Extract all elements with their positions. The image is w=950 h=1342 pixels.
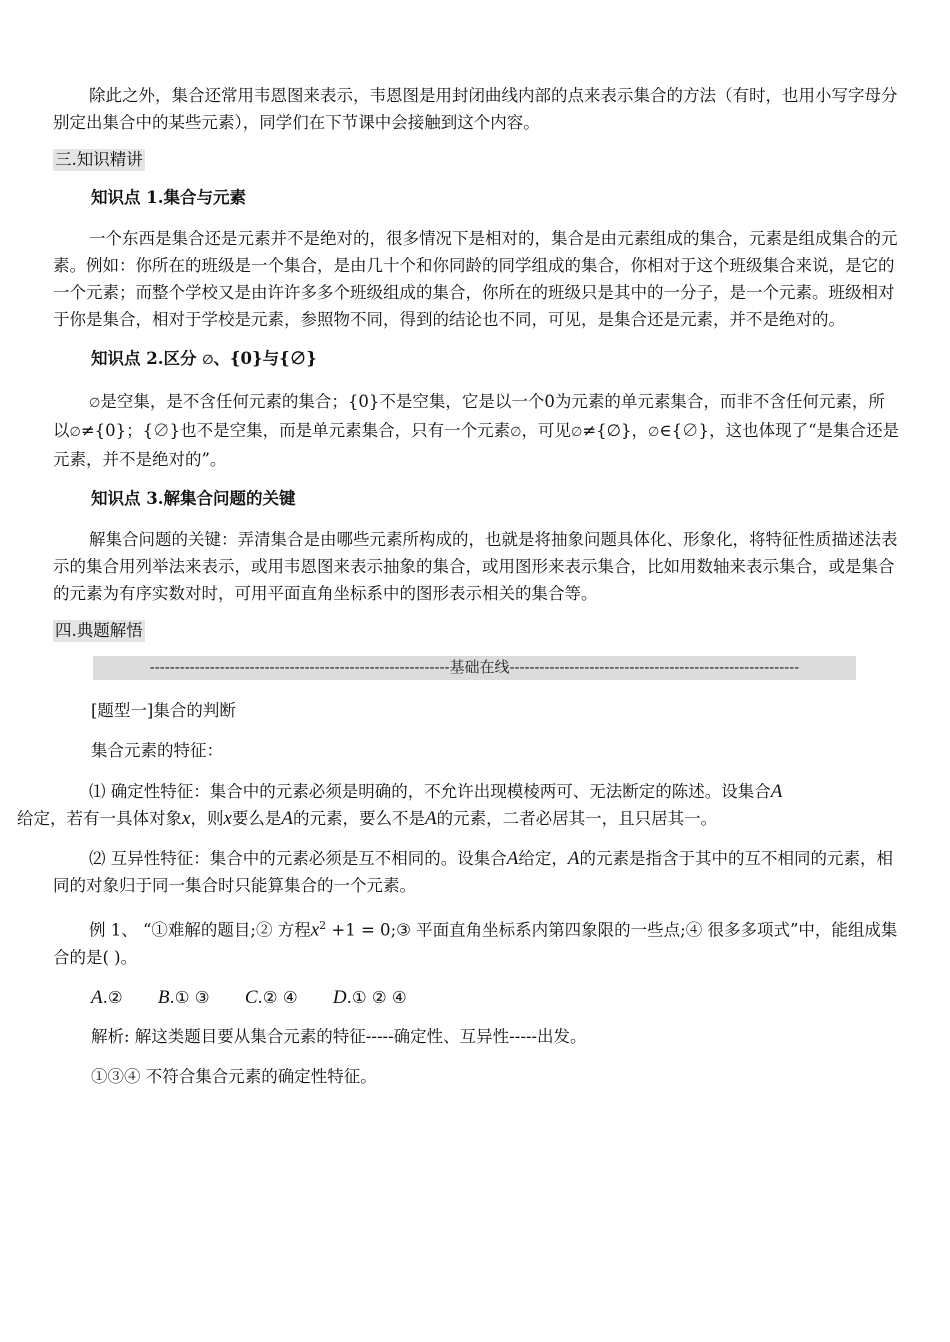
- intro-paragraph: 除此之外，集合还常用韦恩图来表示，韦恩图是用封闭曲线内部的点来表示集合的方法（有时，也用小写字母分别定出集合中的某些元素），同学们在下节课中会接触到这个内容。: [53, 86, 898, 132]
- question-type-1: [题型一]集合的判断: [91, 701, 236, 720]
- knowledge-point-3-title: 知识点 3.解集合问题的关键: [91, 489, 296, 508]
- knowledge-point-1-text: 一个东西是集合还是元素并不是绝对的，很多情况下是相对的，集合是由元素组成的集合，元素是组成集合的元素。例如：你所在的班级是一个集合，是由几十个和你同龄的同学组成的集合，你相对于这个班级集合来说，是它的一个元素；而整个学校又是由许许多多个班级组成的集合，你所在的班级只是其中的一分子，是一个元素。班级相对于你是集合，相对于学校是元素，参照物不同，得到的结论也不同，可见，是集合还是元素，并不是绝对的。: [53, 229, 898, 329]
- option-c: C.② ④: [244, 986, 298, 1008]
- analysis-text: 解析: 解这类题目要从集合元素的特征-----确定性、互异性-----出发。: [91, 1026, 587, 1046]
- document-page: [17, 82, 901, 1104]
- example-1: 例 1、 “①难解的题目;② 方程$x^2 +1$ = 0;③ 平面直角坐标系内第四象限的一些点;④ 很多多项式”中，能组成集合的是( )。: [53, 919, 898, 967]
- basic-online-divider: ------------------------------------------------------------基础在线----------------------------------------------------------: [93, 656, 856, 680]
- option-b: B.① ③: [157, 986, 210, 1008]
- knowledge-point-2-title: 知识点 2.区分 ∅、{0}与{∅}: [91, 349, 317, 368]
- section-heading-4: 四.典题解悟: [55, 621, 143, 640]
- features-title: 集合元素的特征：: [91, 741, 223, 760]
- option-a: A.②: [91, 986, 123, 1008]
- knowledge-point-1-title: 知识点 1.集合与元素: [91, 188, 246, 207]
- knowledge-point-3-text: 解集合问题的关键：弄清集合是由哪些元素所构成的，也就是将抽象问题具体化、形象化，将特征性质描述法表示的集合用列举法来表示，或用韦恩图来表示抽象的集合，或用图形来表示集合，比如用数轴来表示集合，或是集合的元素为有序实数对时，可用平面直角坐标系中的图形表示相关的集合等。: [53, 530, 898, 603]
- section-heading-3: 三.知识精讲: [55, 150, 143, 169]
- empty-set-symbol: ∅: [202, 353, 214, 368]
- conclusion-text: ①③④ 不符合集合元素的确定性特征。: [91, 1066, 377, 1086]
- feature-definiteness: ⑴ 确定性特征：集合中的元素必须是明确的，不允许出现模棱两可、无法断定的陈述。设集合A 给定，若有一具体对象x，则x要么是A的元素，要么不是A的元素，二者必居其一，且只居其一。: [17, 781, 783, 829]
- feature-distinctness: ⑵ 互异性特征：集合中的元素必须是互不相同的。设集合A给定，A的元素是指含于其中的互不相同的元素，相同的对象归于同一集合时只能算集合的一个元素。: [53, 848, 893, 895]
- answer-options: [91, 984, 901, 1012]
- option-d: D.① ② ④: [332, 986, 407, 1008]
- knowledge-point-2-text: ∅是空集，是不含任何元素的集合；{0}不是空集，它是以一个0为元素的单元素集合，而非不含任何元素，所以∅≠{0}；{∅}也不是空集，而是单元素集合，只有一个元素∅，可见∅≠{∅}，∅∈{∅}，这也体现了“是集合还是元素，并不是绝对的”。: [53, 392, 899, 469]
